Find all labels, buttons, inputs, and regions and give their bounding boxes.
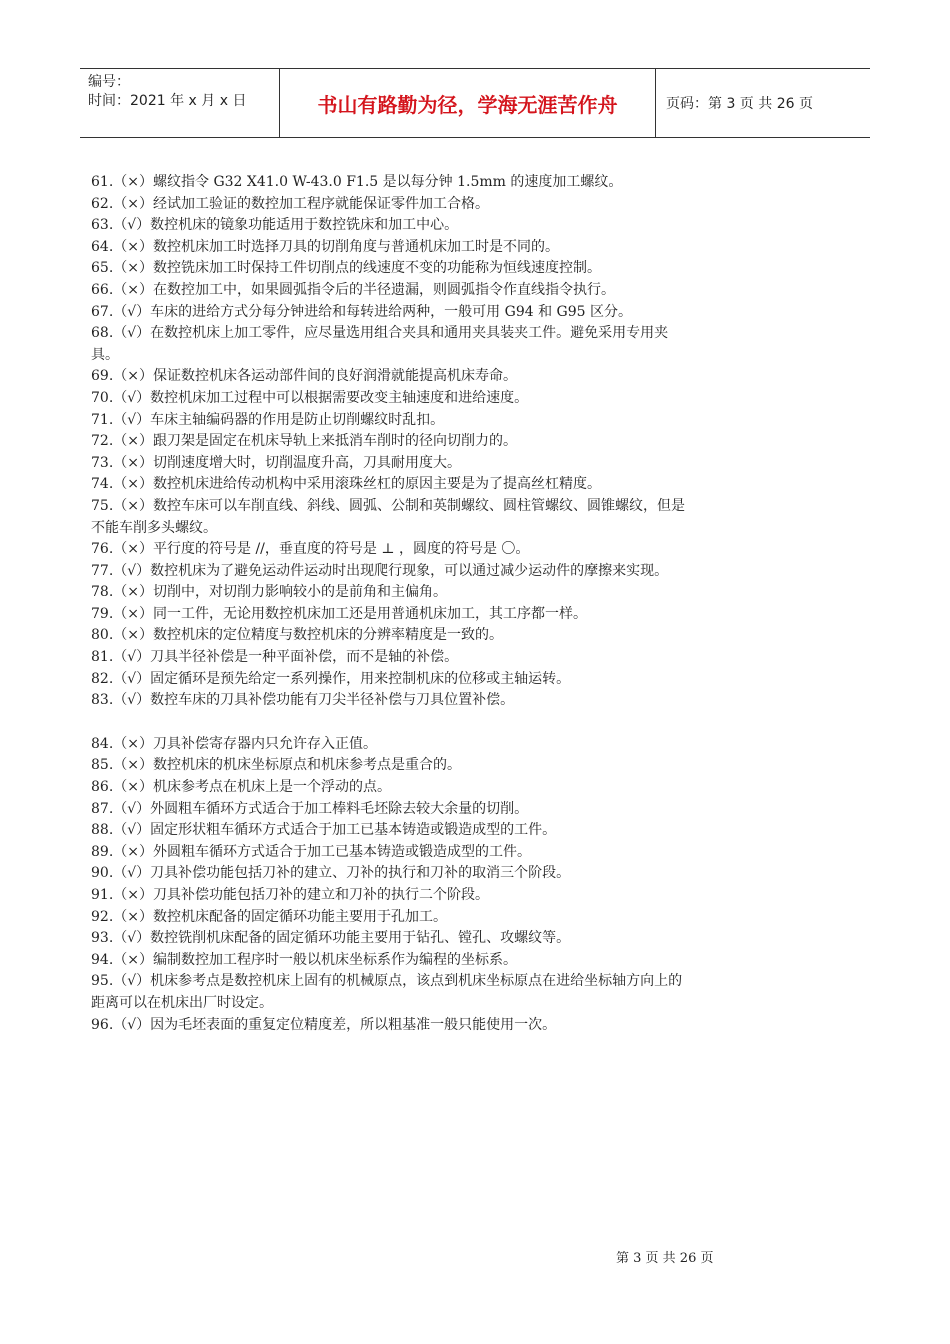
question-item: 92.（×）数控机床配备的固定循环功能主要用于孔加工。 [91, 908, 447, 925]
question-item: 80.（×）数控机床的定位精度与数控机床的分辨率精度是一致的。 [91, 627, 503, 644]
question-group-a [91, 172, 691, 712]
question-item: 95.（√）机床参考点是数控机床上固有的机械原点，该点到机床坐标原点在进给坐标轴方向上的距离可以在机床出厂时设定。 [91, 973, 683, 1011]
question-item: 87.（√）外圆粗车循环方式适合于加工棒料毛坯除去较大余量的切削。 [91, 800, 529, 817]
question-item: 66.（×）在数控加工中，如果圆弧指令后的半径遗漏，则圆弧指令作直线指令执行。 [91, 281, 615, 298]
header-motto: 书山有路勤为径，学海无涯苦作舟 [280, 69, 656, 137]
question-item: 67.（√）车床的进给方式分每分钟进给和每转进给两种，一般可用 G94 和 G95 区分。 [91, 303, 632, 320]
question-item: 74.（×）数控机床进给传动机构中采用滚珠丝杠的原因主要是为了提高丝杠精度。 [91, 476, 601, 493]
question-list [91, 172, 691, 1036]
question-item: 90.（√）刀具补偿功能包括刀补的建立、刀补的执行和刀补的取消三个阶段。 [91, 865, 571, 882]
question-item: 72.（×）跟刀架是固定在机床导轨上来抵消车削时的径向切削力的。 [91, 433, 517, 450]
question-item: 75.（×）数控车床可以车削直线、斜线、圆弧、公制和英制螺纹、圆柱管螺纹、圆锥螺纹，但是不能车削多头螺纹。 [91, 497, 685, 536]
page-header [80, 68, 870, 138]
question-item: 86.（×）机床参考点在机床上是一个浮动的点。 [91, 779, 391, 796]
question-item: 77.（√）数控机床为了避免运动件运动时出现爬行现象，可以通过减少运动件的摩擦来实现。 [91, 562, 669, 579]
question-item: 79.（×）同一工件，无论用数控机床加工还是用普通机床加工，其工序都一样。 [91, 605, 587, 622]
question-item: 93.（√）数控铣削机床配备的固定循环功能主要用于钻孔、镗孔、攻螺纹等。 [91, 930, 571, 947]
header-page-info: 页码：第 3 页 共 26 页 [666, 96, 813, 112]
question-item: 71.（√）车床主轴编码器的作用是防止切削螺纹时乱扣。 [91, 411, 445, 428]
question-item: 62.（×）经试加工验证的数控加工程序就能保证零件加工合格。 [91, 195, 489, 212]
question-item: 81.（√）刀具半径补偿是一种平面补偿，而不是轴的补偿。 [91, 649, 459, 666]
question-item: 94.（×）编制数控加工程序时一般以机床坐标系作为编程的坐标系。 [91, 951, 517, 968]
question-item: 84.（×）刀具补偿寄存器内只允许存入正值。 [91, 735, 377, 752]
question-item: 85.（×）数控机床的机床坐标原点和机床参考点是重合的。 [91, 757, 461, 774]
page-footer: 第 3 页 共 26 页 [616, 1251, 714, 1266]
question-item: 64.（×）数控机床加工时选择刀具的切削角度与普通机床加工时是不同的。 [91, 238, 559, 255]
question-item: 69.（×）保证数控机床各运动部件间的良好润滑就能提高机床寿命。 [91, 368, 517, 385]
time-label: 时间：2021 年 x 月 x 日 [88, 93, 247, 109]
group-gap [91, 712, 691, 734]
question-item: 76.（×）平行度的符号是 //，垂直度的符号是 ⊥ ，圆度的符号是 〇。 [91, 541, 530, 558]
question-item: 91.（×）刀具补偿功能包括刀补的建立和刀补的执行二个阶段。 [91, 887, 489, 903]
question-item: 83.（√）数控车床的刀具补偿功能有刀尖半径补偿与刀具位置补偿。 [91, 692, 515, 709]
question-item: 82.（√）固定循环是预先给定一系列操作，用来控制机床的位移或主轴运转。 [91, 670, 571, 687]
header-meta [80, 69, 280, 137]
question-item: 70.（√）数控机床加工过程中可以根据需要改变主轴速度和进给速度。 [91, 389, 529, 406]
question-item: 73.（×）切削速度增大时，切削温度升高，刀具耐用度大。 [91, 454, 461, 471]
number-label: 编号： [88, 74, 130, 90]
question-item: 96.（√）因为毛坯表面的重复定位精度差，所以粗基准一般只能使用一次。 [91, 1016, 557, 1033]
question-item: 78.（×）切削中，对切削力影响较小的是前角和主偏角。 [91, 584, 447, 601]
question-item: 68.（√）在数控机床上加工零件，应尽量选用组合夹具和通用夹具装夹工件。避免采用专用夹具。 [91, 325, 669, 363]
question-item: 61.（×）螺纹指令 G32 X41.0 W-43.0 F1.5 是以每分钟 1.5mm 的速度加工螺纹。 [91, 174, 623, 190]
question-group-b [91, 734, 691, 1036]
question-item: 63.（√）数控机床的镜象功能适用于数控铣床和加工中心。 [91, 217, 459, 234]
question-item: 65.（×）数控铣床加工时保持工件切削点的线速度不变的功能称为恒线速度控制。 [91, 260, 601, 277]
question-item: 89.（×）外圆粗车循环方式适合于加工已基本铸造或锻造成型的工件。 [91, 843, 531, 860]
question-item: 88.（√）固定形状粗车循环方式适合于加工已基本铸造或锻造成型的工件。 [91, 822, 557, 839]
